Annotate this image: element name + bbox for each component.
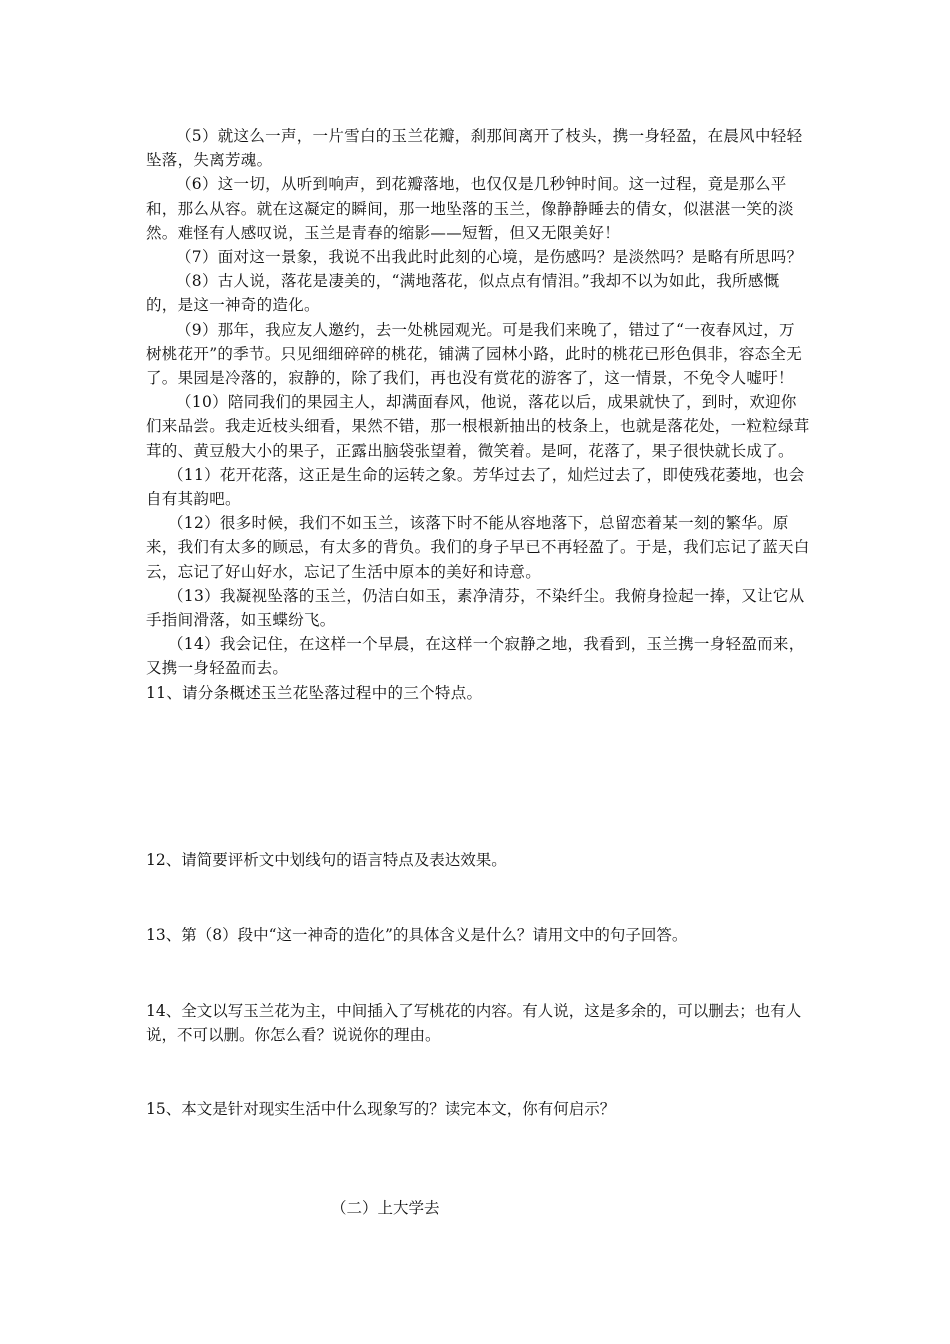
question-12: 12、请简要评析文中划线句的语言特点及表达效果。 [146, 851, 507, 869]
paragraph-14: （14）我会记住，在这样一个早晨，在这样一个寂静之地，我看到，玉兰携一身轻盈而来，又携一身轻盈而去。 [146, 635, 805, 678]
question-15: 15、本文是针对现实生活中什么现象写的？读完本文，你有何启示？ [146, 1100, 616, 1118]
paragraph-12: （12）很多时候，我们不如玉兰，该落下时不能从容地落下，总留恋着某一刻的繁华。原来，我们有太多的顾忌，有太多的背负。我们的身子早已不再轻盈了。于是，我们忘记了蓝天白云，忘记了好山好水，忘记了生活中原本的美好和诗意。 [146, 514, 810, 581]
question-11: 11、请分条概述玉兰花坠落过程中的三个特点。 [146, 683, 483, 702]
paragraph-8: （8）古人说，落花是凄美的，“满地落花，似点点有情泪。”我却不以为如此，我所感慨的，是这一神奇的造化。 [146, 272, 780, 315]
section-heading: （二）上大学去 [331, 1199, 440, 1217]
paragraph-6: （6）这一切，从听到响声，到花瓣落地，也仅仅是几秒钟时间。这一过程，竟是那么平和，那么从容。就在这凝定的瞬间，那一地坠落的玉兰，像静静睡去的倩女，似湛湛一笑的淡然。难怪有人感叹说，玉兰是青春的缩影——短暂，但又无限美好！ [146, 175, 794, 242]
paragraph-9: （9）那年，我应友人邀约，去一处桃园观光。可是我们来晚了，错过了“一夜春风过，万树桃花开”的季节。只见细细碎碎的桃花，铺满了园林小路，此时的桃花已形色俱非，容态全无了。果园是冷落的，寂静的，除了我们，再也没有赏花的游客了，这一情景，不免令人嘘吁！ [146, 320, 803, 388]
question-13: 13、第（8）段中“这一神奇的造化”的具体含义是什么？请用文中的句子回答。 [146, 926, 688, 944]
article-body [146, 124, 810, 705]
question-14: 14、全文以写玉兰花为主，中间插入了写桃花的内容。有人说，这是多余的，可以删去；也有人说，不可以删。你怎么看？说说你的理由。 [146, 1002, 802, 1045]
paragraph-7: （7）面对这一景象，我说不出我此时此刻的心境，是伤感吗？是淡然吗？是略有所思吗？ [176, 248, 803, 267]
paragraph-10: （10）陪同我们的果园主人，却满面春风，他说，落花以后，成果就快了，到时，欢迎你们来品尝。我走近枝头细看，果然不错，那一根根新抽出的枝条上，也就是落花处，一粒粒绿茸茸的、黄豆般大小的果子，正露出脑袋张望着，微笑着。是呵，花落了，果子很快就长成了。 [146, 393, 810, 460]
paragraph-11: （11）花开花落，这正是生命的运转之象。芳华过去了，灿烂过去了，即使残花萎地，也会自有其韵吧。 [146, 465, 805, 509]
paragraph-13: （13）我凝视坠落的玉兰，仍洁白如玉，素净清芬，不染纤尘。我俯身捡起一捧，又让它从手指间滑落，如玉蝶纷飞。 [146, 586, 805, 630]
paragraph-5: （5）就这么一声，一片雪白的玉兰花瓣，刹那间离开了枝头，携一身轻盈，在晨风中轻轻坠落，失离芳魂。 [146, 127, 803, 170]
